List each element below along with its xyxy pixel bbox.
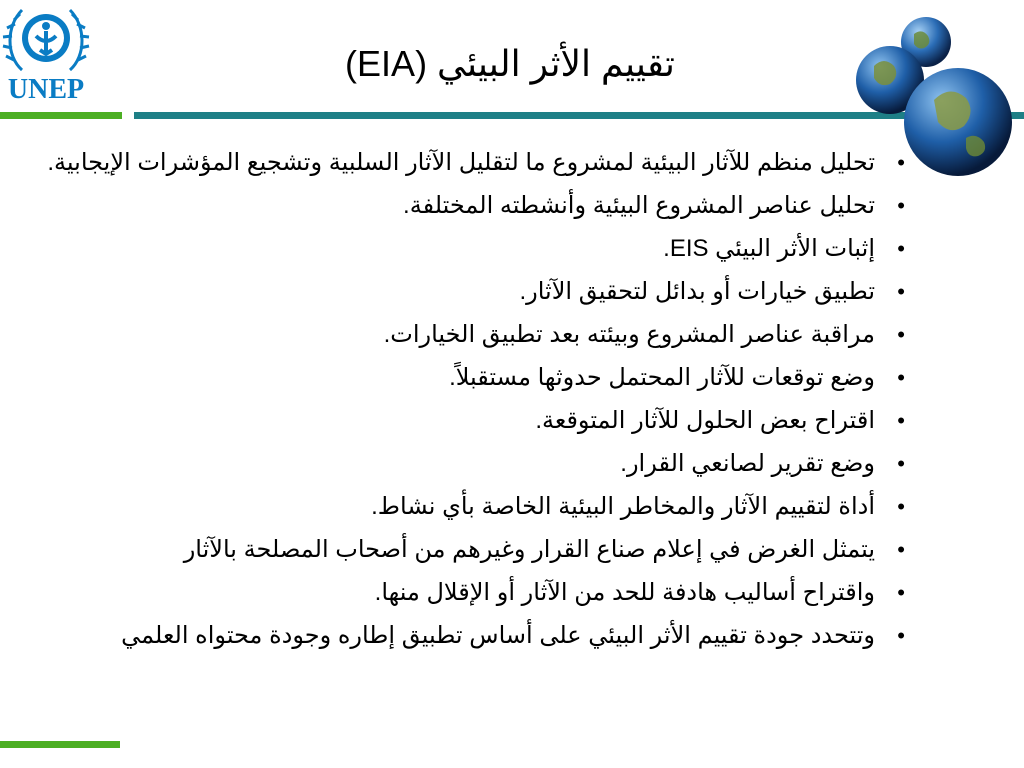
bullet-item: • وتتحدد جودة تقييم الأثر البيئي على أساس تطبيق إطاره وجودة محتواه العلمي (40, 619, 913, 653)
bullet-item: • إثبات الأثر البيئي EIS. (40, 232, 913, 266)
unep-logo (0, 0, 92, 110)
bullet-item: • اقتراح بعض الحلول للآثار المتوقعة. (40, 404, 913, 438)
bullet-item: • تحليل منظم للآثار البيئية لمشروع ما لتقليل الآثار السلبية وتشجيع المؤشرات الإيجابية. (40, 146, 913, 180)
green-divider-top (0, 112, 122, 119)
slide-title: تقييم الأثر البيئي (EIA) (345, 43, 675, 84)
bullet-list (40, 146, 913, 662)
unep-emblem-icon (0, 0, 92, 80)
bullet-item: • أداة لتقييم الآثار والمخاطر البيئية الخاصة بأي نشاط. (40, 490, 913, 524)
bullet-item: • وضع تقرير لصانعي القرار. (40, 447, 913, 481)
bullet-item: • يتمثل الغرض في إعلام صناع القرار وغيرهم من أصحاب المصلحة بالآثار (40, 533, 913, 567)
bullet-item: • تطبيق خيارات أو بدائل لتحقيق الآثار. (40, 275, 913, 309)
bullet-item: • واقتراح أساليب هادفة للحد من الآثار أو الإقلال منها. (40, 576, 913, 610)
bullet-item: • مراقبة عناصر المشروع وبيئته بعد تطبيق الخيارات. (40, 318, 913, 352)
bullet-item: • وضع توقعات للآثار المحتمل حدوثها مستقبلاً. (40, 361, 913, 395)
bullet-item: • تحليل عناصر المشروع البيئية وأنشطته المختلفة. (40, 189, 913, 223)
logo-text: UNEP (7, 74, 85, 105)
green-divider-bottom (0, 741, 120, 748)
